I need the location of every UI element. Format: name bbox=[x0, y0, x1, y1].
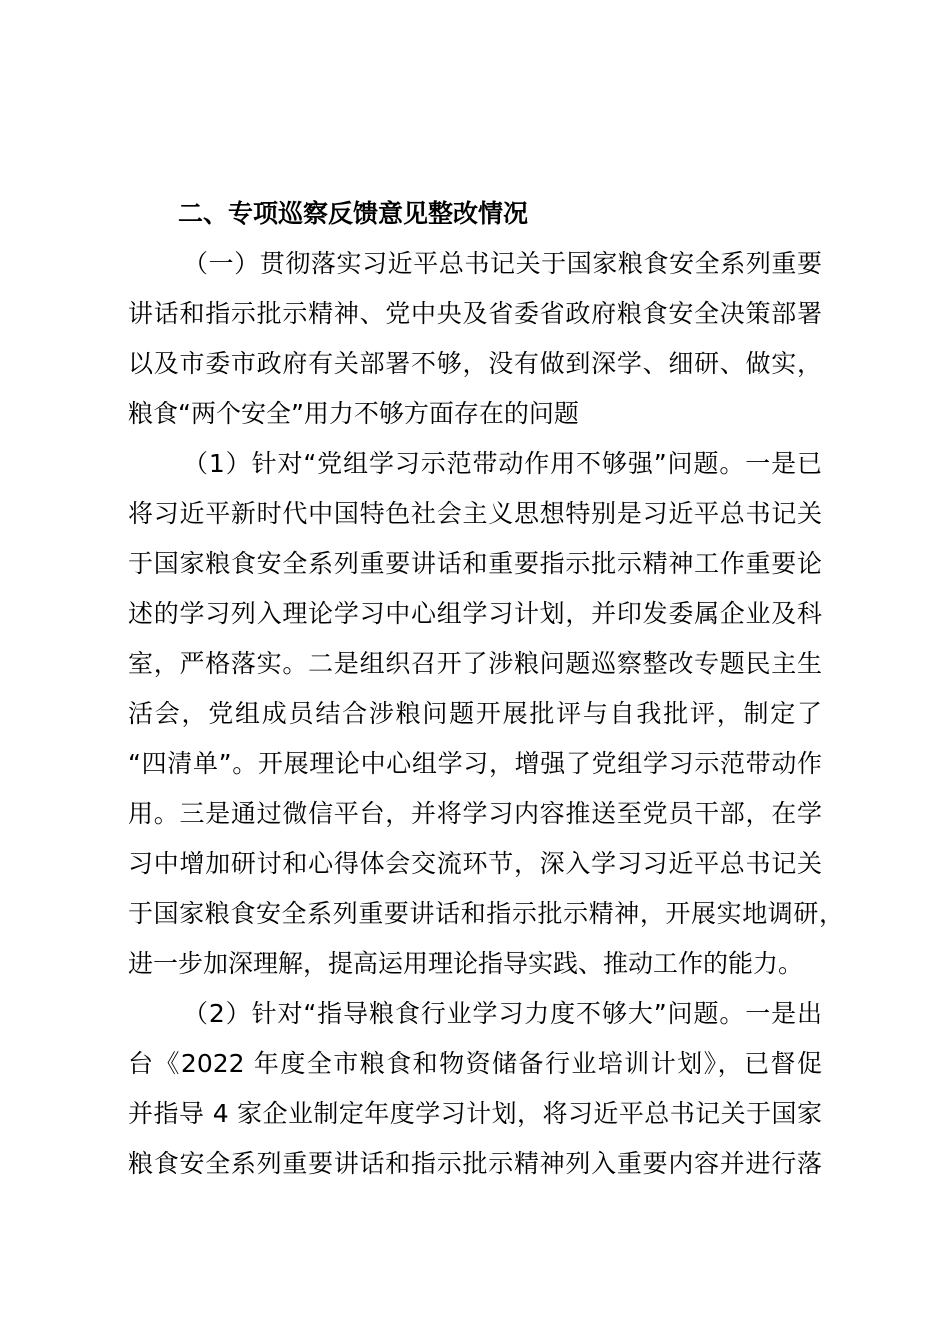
text-line: 于国家粮食安全系列重要讲话和指示批示精神，开展实地调研， bbox=[128, 899, 844, 928]
text-line: 进一步加深理解，提高运用理论指导实践、推动工作的能力。 bbox=[128, 949, 804, 978]
text-line: 粮食安全系列重要讲话和指示批示精神列入重要内容并进行落 bbox=[128, 1149, 822, 1178]
text-line: 述的学习列入理论学习中心组学习计划，并印发委属企业及科 bbox=[128, 599, 822, 628]
text-line: （2）针对“指导粮食行业学习力度不够大”问题。一是出 bbox=[183, 999, 822, 1028]
text-line: 讲话和指示批示精神、党中央及省委省政府粮食安全决策部署 bbox=[128, 299, 822, 328]
text-line: （一）贯彻落实习近平总书记关于国家粮食安全系列重要 bbox=[183, 249, 822, 278]
text-line: 台《2022 年度全市粮食和物资储备行业培训计划》，已督促 bbox=[128, 1049, 822, 1078]
text-line: （1）针对“党组学习示范带动作用不够强”问题。一是已 bbox=[183, 449, 822, 478]
text-line: 室，严格落实。二是组织召开了涉粮问题巡察整改专题民主生 bbox=[128, 649, 822, 678]
section-heading: 二、专项巡察反馈意见整改情况 bbox=[178, 199, 529, 228]
text-line: 将习近平新时代中国特色社会主义思想特别是习近平总书记关 bbox=[128, 499, 822, 528]
text-line: 并指导 4 家企业制定年度学习计划，将习近平总书记关于国家 bbox=[128, 1099, 822, 1128]
text-line: 于国家粮食安全系列重要讲话和重要指示批示精神工作重要论 bbox=[128, 549, 822, 578]
text-line: 以及市委市政府有关部署不够，没有做到深学、细研、做实， bbox=[128, 349, 822, 378]
text-line: 习中增加研讨和心得体会交流环节，深入学习习近平总书记关 bbox=[128, 849, 822, 878]
text-line: 活会，党组成员结合涉粮问题开展批评与自我批评，制定了 bbox=[128, 699, 822, 728]
text-line: 粮食“两个安全”用力不够方面存在的问题 bbox=[128, 399, 579, 428]
text-line: “四清单”。开展理论中心组学习，增强了党组学习示范带动作 bbox=[128, 749, 822, 778]
text-line: 用。三是通过微信平台，并将学习内容推送至党员干部，在学 bbox=[128, 799, 822, 828]
